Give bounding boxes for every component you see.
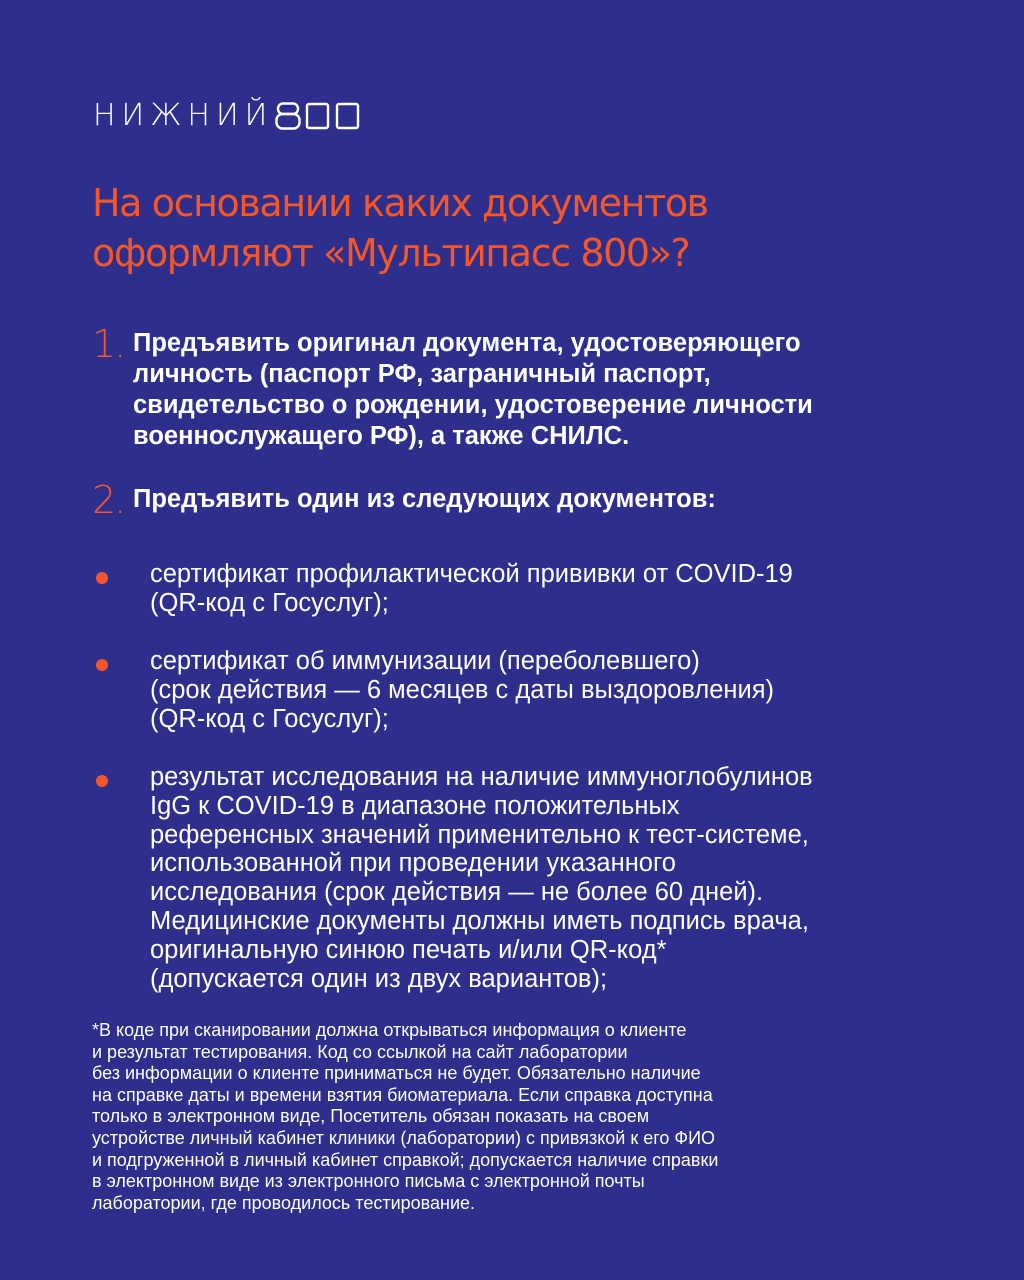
text-line: военнослужащего РФ), а также СНИЛС.: [133, 422, 630, 450]
text-line: сертификат профилактической прививки от COVID-19: [150, 560, 793, 588]
footnote-line: без информации о клиенте приниматься не будет. Обязательно наличие: [92, 1063, 701, 1084]
text-line: Предъявить оригинал документа, удостоверяющего: [133, 329, 801, 357]
text-line: результат исследования на наличие иммуноглобулинов: [150, 763, 813, 791]
text-line: Медицинские документы должны иметь подпись врача,: [150, 906, 809, 935]
bullet-text: [150, 763, 970, 993]
title-line: На основании каких документов: [92, 181, 708, 225]
title-line: оформляют «Мультипасс 800»?: [92, 231, 690, 275]
text-line: свидетельство о рождении, удостоверение личности: [133, 391, 813, 419]
800-logo-icon: [275, 102, 363, 130]
footnote-line: лаборатории, где проводилось тестирование.: [92, 1192, 476, 1213]
item-number: 1.: [92, 322, 125, 366]
text-line: использованной при проведении указанного: [150, 849, 676, 878]
bullet-dot-icon: [96, 659, 108, 671]
bullet-dot-icon: [96, 775, 108, 787]
footnote: [92, 1020, 952, 1214]
bullet-text: [150, 560, 970, 618]
bullet-text: [150, 647, 970, 733]
footnote-line: и результат тестирования. Код со ссылкой на сайт лаборатории: [92, 1041, 628, 1062]
item-text: [133, 484, 953, 515]
text-line: Предъявить один из следующих документов:: [133, 485, 716, 513]
footnote-line: только в электронном виде, Посетитель обязан показать на своем: [92, 1106, 650, 1127]
footnote-line: *В коде при сканировании должна открываться информация о клиенте: [92, 1020, 687, 1040]
footnote-line: в электронном виде из электронного письма с электронной почты: [92, 1171, 645, 1192]
item-text: [133, 328, 953, 452]
text-line: референсных значений применительно к тест-системе,: [150, 820, 809, 849]
text-line: IgG к COVID-19 в диапазоне положительных: [150, 791, 680, 820]
bullet-dot-icon: [96, 572, 108, 584]
logo-text: НИЖНИЙ: [93, 98, 274, 133]
text-line: исследования (срок действия — не более 60 дней).: [150, 878, 764, 907]
footnote-line: на справке даты и времени взятия биоматериала. Если справка доступна: [92, 1084, 713, 1105]
text-line: (допускается один из двух вариантов);: [150, 964, 608, 993]
item-number: 2.: [92, 478, 125, 522]
text-line: (QR-код с Госуслуг);: [150, 588, 389, 617]
text-line: оригинальную синюю печать и/или QR-код*: [150, 935, 667, 964]
footnote-line: устройстве личный кабинет клиники (лаборатории) с привязкой к его ФИО: [92, 1127, 716, 1148]
logo: [93, 100, 363, 132]
text-line: личность (паспорт РФ, заграничный паспорт,: [133, 360, 711, 388]
text-line: (QR-код с Госуслуг);: [150, 704, 389, 733]
text-line: (срок действия — 6 месяцев с даты выздоровления): [150, 675, 775, 704]
text-line: сертификат об иммунизации (переболевшего): [150, 647, 700, 675]
footnote-line: и подгруженной в личный кабинет справкой; допускается наличие справки: [92, 1149, 719, 1170]
page-title: [92, 178, 952, 278]
